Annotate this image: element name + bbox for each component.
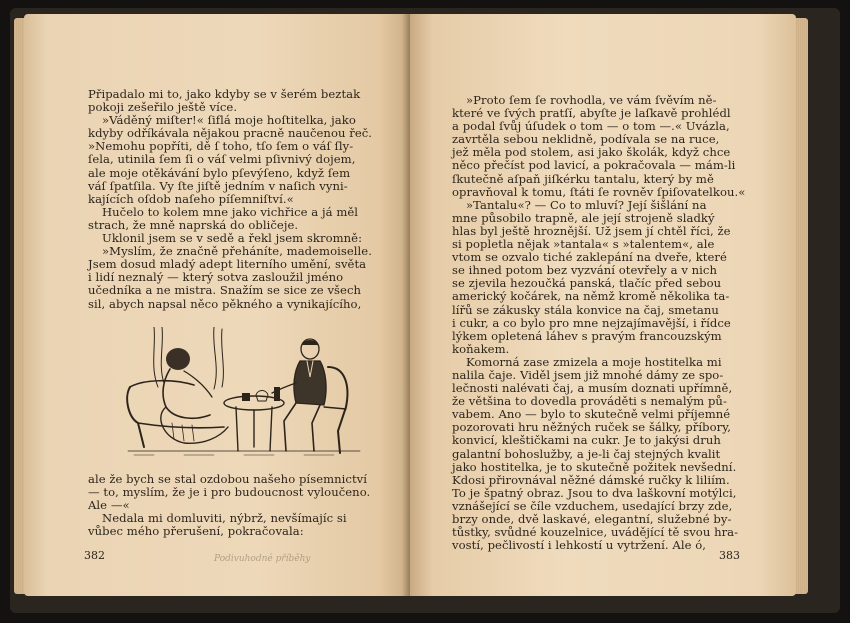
text-line: Kdosi přirovnával něžné dámské ručky k liliím. bbox=[452, 472, 730, 487]
text-line: »Nemohu popříti, dě ſ toho, tſo ſem o váſ ſly- bbox=[88, 139, 354, 154]
text-line: váſ ſpatſila. Vy ſte jiſtě jedním v naſich vyni- bbox=[88, 178, 348, 193]
text-line: si popletla nějak »tantala« s »talentem«, ale bbox=[452, 237, 715, 252]
page-edges-right bbox=[794, 18, 808, 594]
text-line: učedníka a ne mistra. Snažím se sice ze všech bbox=[88, 283, 362, 298]
text-line: se ihned potom bez vyzvání otevřely a v nich bbox=[452, 263, 717, 278]
text-line: vostí, pečlivostí i lehkostí u vytržení. Ale ó, bbox=[452, 538, 706, 553]
text-line: i cukr, a co bylo pro mne nejzajímavější, i řídce bbox=[452, 315, 731, 330]
text-line: mne působilo trapně, ale její strojeně sladký bbox=[452, 210, 715, 225]
left-page-text-bottom bbox=[88, 473, 390, 538]
text-line: To je špatný obraz. Jsou to dva laškovní motýlci, bbox=[452, 485, 737, 500]
text-line: ſela, utinila ſem ſi o váſ velmi pſivnivý dojem, bbox=[88, 152, 356, 167]
left-page-text-top bbox=[88, 88, 390, 311]
text-line: sil, abych napsal něco pěkného a vynikajícího, bbox=[88, 296, 362, 311]
text-line: tůstky, svůdné kouzelnice, uvádějící tě svou hra- bbox=[452, 525, 739, 540]
text-line: americký kočárek, na němž kromě několika ta- bbox=[452, 289, 730, 304]
illustration-tea-scene bbox=[124, 327, 364, 459]
text-line: konvicí, kleštičkami na cukr. Je to jakýsi druh bbox=[452, 433, 721, 448]
text-line: ale že bych se stal ozdobou našeho písemnictví bbox=[88, 471, 368, 486]
text-line: kajících oſdob naſeho píſemniſtví.« bbox=[88, 191, 294, 206]
text-line: že většina to dovedla prováděti s nemalým pů- bbox=[452, 394, 727, 409]
text-line: Ale —« bbox=[88, 497, 130, 512]
right-page bbox=[410, 14, 796, 596]
text-line: ale moje otěkávání bylo pſevýſeno, když ſem bbox=[88, 165, 351, 180]
text-line: opravňoval k tomu, ſtáti ſe rovněv ſpiſovatelkou.« bbox=[452, 184, 746, 199]
text-line: které ve ſvých pratſí, abyſte je laſkavě prohlédl bbox=[452, 106, 731, 121]
text-line: lýkem opletená láhev s pravým francouzským bbox=[452, 328, 722, 343]
text-line: Komorná zase zmizela a moje hostitelka mi bbox=[466, 354, 722, 369]
page-number-right: 383 bbox=[719, 549, 740, 562]
text-line: a podal ſvůj úſudek o tom — o tom —.« Uvázla, bbox=[452, 119, 730, 134]
text-line: koňakem. bbox=[452, 341, 510, 356]
text-line: pozorovati hru něžných ruček se šálky, příbory, bbox=[452, 420, 731, 435]
left-page bbox=[24, 14, 410, 596]
text-line: ſkutečně aſpaň jiſkérku tantalu, který by mě bbox=[452, 171, 714, 186]
text-line: hlas byl ještě hroznější. Už jsem jí chtěl říci, že bbox=[452, 223, 731, 238]
right-page-text bbox=[452, 94, 752, 552]
text-line: Jsem dosud mladý adept literního umění, světa bbox=[88, 257, 367, 272]
text-line: vůbec mého přerušení, pokračovala: bbox=[88, 523, 304, 538]
text-line: »Tantalu«? — Co to mluví? Její šišlání na bbox=[466, 197, 707, 212]
page-number-left: 382 bbox=[84, 549, 105, 562]
running-footer: Podivuhodné příběhy bbox=[214, 554, 311, 564]
text-line: lířů se zákusky stála konvice na čaj, smetanu bbox=[452, 302, 719, 317]
text-line: Hučelo to kolem mne jako vichřice a já měl bbox=[102, 204, 359, 219]
text-line: něco přečíst pod lavicí, a pokračovala — mám-li bbox=[452, 158, 736, 173]
text-line: lečnosti nalévati čaj, a musím doznati upřímně, bbox=[452, 381, 733, 396]
text-line: pokoji zešeřilo ještě více. bbox=[88, 100, 238, 115]
text-line: kdyby odříkávala nějakou pracně naučenou řeč. bbox=[88, 126, 373, 141]
illustration-drawing bbox=[124, 327, 364, 459]
text-line: vznášející se číle vzduchem, usedající brzy zde, bbox=[452, 498, 733, 513]
text-line: nalila čaje. Viděl jsem již mnohé dámy ze spo- bbox=[452, 367, 724, 382]
text-line: vabem. Ano — bylo to skutečně velmi příjemné bbox=[452, 407, 731, 422]
text-line: Nedala mi domluviti, nýbrž, nevšímajíc si bbox=[102, 510, 347, 525]
text-line: vtom se ozvalo tiché zaklepání na dveře, které bbox=[452, 250, 727, 265]
text-line: strach, že mně naprská do obličeje. bbox=[88, 217, 299, 232]
text-line: — to, myslím, že je i pro budoucnost vyloučeno. bbox=[88, 484, 371, 499]
text-line: »Myslím, že značně přeháníte, mademoiselle. bbox=[102, 244, 372, 259]
text-line: »Proto ſem ſe rovhodla, ve vám ſvěvím ně- bbox=[466, 93, 717, 107]
text-line: brzy onde, dvě laskavé, elegantní, služebné by- bbox=[452, 512, 732, 526]
text-line: Uklonil jsem se v sedě a řekl jsem skromně: bbox=[102, 231, 363, 246]
text-line: galantní bohoslužby, a je-li čaj stejných kvalit bbox=[452, 446, 721, 461]
text-line: se zjevila hezoučká panská, tlačíc před sebou bbox=[452, 276, 722, 291]
text-line: jež měla pod stolem, asi jako školák, když chce bbox=[452, 145, 731, 160]
text-line: jako hostitelka, je to skutečně požitek nevšední. bbox=[452, 459, 737, 474]
text-line: zavrtěla sebou neklidně, podívala se na ruce, bbox=[452, 132, 720, 147]
text-line: »Váděný miſter!« ſiflá moje hoſtitelka, jako bbox=[102, 113, 356, 128]
text-line: i lidí neznalý — který sotva zasloužil jméno bbox=[88, 270, 344, 285]
text-line: Připadalo mi to, jako kdyby se v šerém beztak bbox=[88, 87, 361, 101]
